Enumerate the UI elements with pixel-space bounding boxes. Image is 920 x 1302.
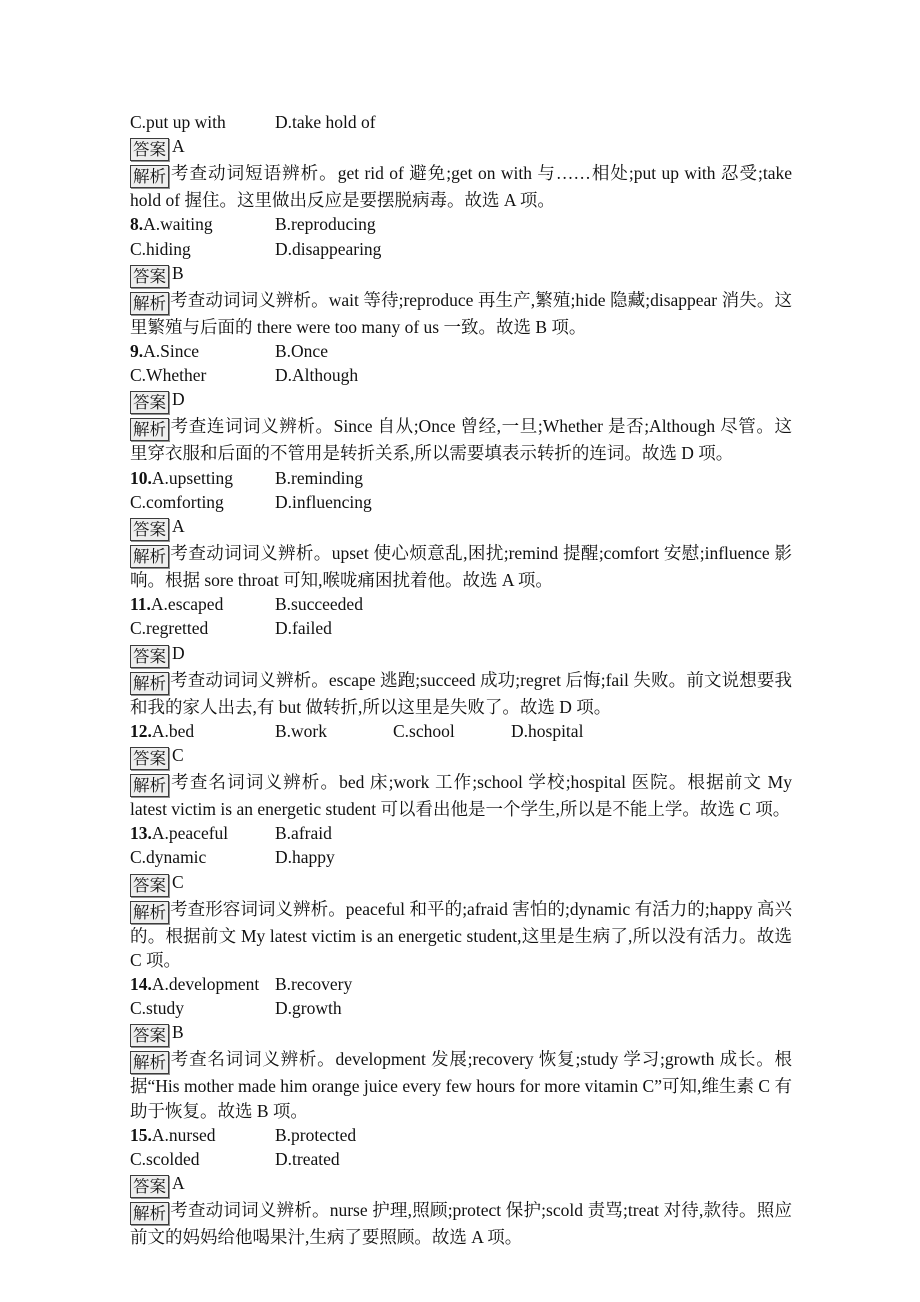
question-number: 10. bbox=[130, 467, 152, 488]
option: D.Although bbox=[275, 365, 359, 386]
analysis-text: 考查连词词义辨析。Since 自从;Once 曾经,一旦;Whether 是否;Although 尽管。这里穿衣服和后面的不管用是转折关系,所以需要填表示转折的连词。故选 D 项。 bbox=[130, 416, 792, 464]
option: B.work bbox=[275, 720, 328, 741]
analysis-text: 考查名词词义辨析。development 发展;recovery 恢复;study 学习;growth 成长。根据“His mother made him orange juice every few hours for more vitamin C”可知,维生素 C 有助于恢复。故选 B 项。 bbox=[130, 1049, 792, 1121]
questions-container bbox=[130, 110, 792, 1249]
option-row bbox=[130, 212, 792, 236]
option: C.Whether bbox=[130, 365, 207, 386]
question-block bbox=[130, 339, 792, 466]
answer-letter: C bbox=[172, 745, 184, 766]
analysis-label: 解析 bbox=[130, 165, 169, 188]
answer-letter: B bbox=[172, 262, 184, 283]
answer-label: 答案 bbox=[130, 874, 169, 897]
option: C.hiding bbox=[130, 238, 191, 259]
options bbox=[130, 592, 792, 640]
option: C.scolded bbox=[130, 1149, 200, 1170]
option: B.succeeded bbox=[275, 594, 363, 615]
analysis-label: 解析 bbox=[130, 418, 169, 441]
option: B.reminding bbox=[275, 467, 363, 488]
option: 9.A.Since bbox=[130, 341, 200, 362]
question-block bbox=[130, 466, 792, 593]
answer-letter: D bbox=[172, 642, 185, 663]
option-row bbox=[130, 339, 792, 363]
options bbox=[130, 1123, 792, 1171]
option-row bbox=[130, 996, 792, 1020]
option: 11.A.escaped bbox=[130, 594, 224, 615]
option-row bbox=[130, 616, 792, 640]
option: B.recovery bbox=[275, 974, 353, 995]
analysis-label: 解析 bbox=[130, 1051, 169, 1074]
option: D.treated bbox=[275, 1149, 340, 1170]
analysis-label: 解析 bbox=[130, 672, 169, 695]
answer-label: 答案 bbox=[130, 747, 169, 770]
question-block bbox=[130, 821, 792, 972]
analysis-paragraph bbox=[130, 770, 792, 821]
analysis-paragraph bbox=[130, 161, 792, 212]
answer-line bbox=[130, 1171, 792, 1198]
analysis-label: 解析 bbox=[130, 545, 169, 568]
question-block bbox=[130, 212, 792, 339]
analysis-label: 解析 bbox=[130, 901, 169, 924]
question-number: 12. bbox=[130, 720, 152, 741]
answer-letter: C bbox=[172, 871, 184, 892]
option: 14.A.development bbox=[130, 974, 260, 995]
answer-letter: A bbox=[172, 136, 185, 157]
answer-label: 答案 bbox=[130, 518, 169, 541]
analysis-label: 解析 bbox=[130, 1202, 169, 1225]
option: C.school bbox=[393, 720, 455, 741]
option: 13.A.peaceful bbox=[130, 823, 229, 844]
question-block bbox=[130, 110, 792, 212]
analysis-paragraph bbox=[130, 541, 792, 592]
analysis-text: 考查形容词词义辨析。peaceful 和平的;afraid 害怕的;dynamic 有活力的;happy 高兴的。根据前文 My latest victim is an energetic student,这里是生病了,所以没有活力。故选 C 项。 bbox=[130, 898, 792, 970]
answer-line bbox=[130, 387, 792, 414]
analysis-label: 解析 bbox=[130, 292, 169, 315]
question-number: 11. bbox=[130, 594, 151, 615]
option-row bbox=[130, 1147, 792, 1171]
answer-letter: A bbox=[172, 516, 185, 537]
analysis-text: 考查动词词义辨析。upset 使心烦意乱,困扰;remind 提醒;comfort 安慰;influence 影响。根据 sore throat 可知,喉咙痛困扰着他。故选 A 项。 bbox=[130, 543, 792, 591]
answer-line bbox=[130, 134, 792, 161]
option: C.study bbox=[130, 998, 184, 1019]
option: C.put up with bbox=[130, 112, 226, 132]
option: C.regretted bbox=[130, 618, 209, 639]
answer-label: 答案 bbox=[130, 391, 169, 414]
option: 10.A.upsetting bbox=[130, 467, 234, 488]
options bbox=[130, 719, 792, 743]
option: B.afraid bbox=[275, 823, 332, 844]
answer-line bbox=[130, 514, 792, 541]
answer-letter: B bbox=[172, 1022, 184, 1043]
answer-label: 答案 bbox=[130, 138, 169, 161]
option: 8.A.waiting bbox=[130, 214, 213, 235]
options bbox=[130, 110, 792, 134]
analysis-text: 考查动词词义辨析。escape 逃跑;succeed 成功;regret 后悔;fail 失败。前文说想要我和我的家人出去,有 but 做转折,所以这里是失败了。故选 D 项。 bbox=[130, 669, 792, 717]
option: D.influencing bbox=[275, 491, 372, 512]
answer-label: 答案 bbox=[130, 645, 169, 668]
options bbox=[130, 339, 792, 387]
analysis-paragraph bbox=[130, 414, 792, 465]
answer-letter: A bbox=[172, 1173, 185, 1194]
option: B.Once bbox=[275, 341, 328, 362]
option: C.comforting bbox=[130, 491, 224, 512]
answer-label: 答案 bbox=[130, 1175, 169, 1198]
option: B.protected bbox=[275, 1124, 357, 1145]
option-row bbox=[130, 972, 792, 996]
option: C.dynamic bbox=[130, 847, 207, 868]
analysis-paragraph bbox=[130, 1047, 792, 1122]
answer-line bbox=[130, 261, 792, 288]
option-row bbox=[130, 821, 792, 845]
analysis-paragraph bbox=[130, 668, 792, 719]
option-row bbox=[130, 719, 792, 743]
analysis-paragraph bbox=[130, 1198, 792, 1249]
answer-line bbox=[130, 1020, 792, 1047]
option-row bbox=[130, 490, 792, 514]
option-row bbox=[130, 237, 792, 261]
question-number: 14. bbox=[130, 974, 152, 995]
analysis-text: 考查动词词义辨析。nurse 护理,照顾;protect 保护;scold 责骂;treat 对待,款待。照应前文的妈妈给他喝果汁,生病了要照顾。故选 A 项。 bbox=[130, 1200, 792, 1248]
question-number: 15. bbox=[130, 1124, 152, 1145]
options bbox=[130, 821, 792, 869]
option-row bbox=[130, 1123, 792, 1147]
options bbox=[130, 212, 792, 260]
question-block bbox=[130, 592, 792, 719]
analysis-text: 考查动词词义辨析。wait 等待;reproduce 再生产,繁殖;hide 隐藏;disappear 消失。这里繁殖与后面的 there were too many of us 一致。故选 B 项。 bbox=[130, 289, 792, 337]
option: D.take hold of bbox=[275, 112, 376, 132]
option: B.reproducing bbox=[275, 214, 376, 235]
analysis-label: 解析 bbox=[130, 774, 169, 797]
analysis-text: 考查动词短语辨析。get rid of 避免;get on with 与……相处;put up with 忍受;take hold of 握住。这里做出反应是要摆脱病毒。故选 A 项。 bbox=[130, 163, 792, 211]
option: D.disappearing bbox=[275, 238, 382, 259]
option: 12.A.bed bbox=[130, 720, 195, 741]
question-number: 13. bbox=[130, 823, 152, 844]
option-row bbox=[130, 845, 792, 869]
option: D.happy bbox=[275, 847, 335, 868]
answer-label: 答案 bbox=[130, 265, 169, 288]
analysis-paragraph bbox=[130, 897, 792, 972]
answer-label: 答案 bbox=[130, 1024, 169, 1047]
question-block bbox=[130, 1123, 792, 1250]
option-row bbox=[130, 363, 792, 387]
option: 15.A.nursed bbox=[130, 1124, 216, 1145]
question-number: 8. bbox=[130, 214, 144, 235]
option-row bbox=[130, 592, 792, 616]
option-row bbox=[130, 110, 792, 134]
analysis-paragraph bbox=[130, 288, 792, 339]
option: D.growth bbox=[275, 998, 342, 1019]
analysis-text: 考查名词词义辨析。bed 床;work 工作;school 学校;hospital 医院。根据前文 My latest victim is an energetic student 可以看出他是一个学生,所以是不能上学。故选 C 项。 bbox=[130, 772, 792, 820]
options bbox=[130, 972, 792, 1020]
question-block bbox=[130, 719, 792, 821]
option: D.hospital bbox=[511, 720, 584, 741]
question-number: 9. bbox=[130, 341, 144, 362]
option: D.failed bbox=[275, 618, 332, 639]
answer-line bbox=[130, 743, 792, 770]
answer-letter: D bbox=[172, 389, 185, 410]
answer-line bbox=[130, 870, 792, 897]
question-block bbox=[130, 972, 792, 1123]
options bbox=[130, 466, 792, 514]
option-row bbox=[130, 466, 792, 490]
answer-line bbox=[130, 641, 792, 668]
